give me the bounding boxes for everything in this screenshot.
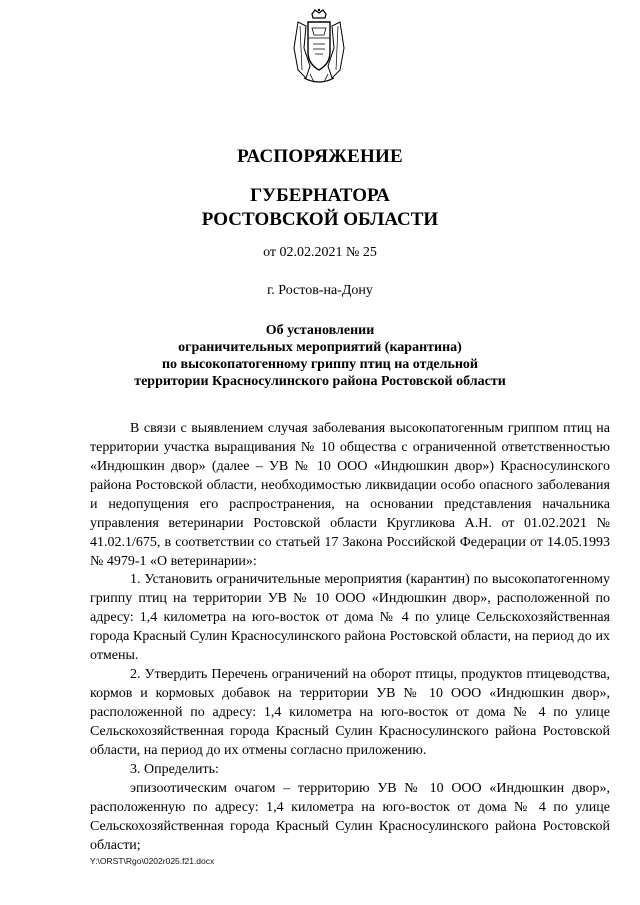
- issuer-title: [0, 184, 640, 232]
- subject-line: по высокопатогенному гриппу птиц на отдельной: [161, 357, 479, 372]
- document-date: от 02.02.2021 № 25: [263, 245, 377, 260]
- subject-line: территории Красносулинского района Ростовской области: [134, 374, 506, 389]
- document-city: г. Ростов-на-Дону: [267, 283, 373, 298]
- clauses: [90, 570, 610, 855]
- document-subject: [60, 322, 580, 390]
- clause-3-definition: эпизоотическим очагом – территорию УВ № 10 ООО «Индюшкин двор», расположенную по адресу: 1,4 километра на юго-восток от дома № 4 по улице Сельскохозяйственная города Красный Сулин Красносулинского района Ростовской области;: [90, 781, 610, 853]
- file-path-footer: Y:\ORST\Rgo\0202r025.f21.docx: [90, 856, 215, 866]
- coat-of-arms-icon: [292, 8, 346, 86]
- issuer-line-2: РОСТОВСКОЙ ОБЛАСТИ: [201, 209, 439, 230]
- clause-3: 3. Определить:: [130, 762, 219, 777]
- preamble-paragraph: В связи с выявлением случая заболевания высокопатогенным гриппом птиц на территории участка выращивания № 10 общества с ограниченной ответственностью «Индюшкин двор» (далее – УВ № 10 ООО «Индюшкин двор») Красносулинского района Ростовской области, необходимостью ликвидации особо опасного заболевания и недопущения его распространения, на основании представления начальника управления ветеринарии Ростовской области Кругликова А.Н. от 01.02.2021 № 41.02.1/675, в соответствии со статьей 17 Закона Российской Федерации от 14.05.1993 № 4979-1 «О ветеринарии»:: [90, 421, 610, 569]
- issuer-line-1: ГУБЕРНАТОРА: [250, 185, 390, 206]
- subject-line: Об установлении: [265, 323, 375, 338]
- document-type-title: РАСПОРЯЖЕНИЕ: [237, 146, 403, 167]
- preamble: [90, 419, 610, 571]
- clause-2: 2. Утвердить Перечень ограничений на оборот птицы, продуктов птицеводства, кормов и кормовых добавок на территории УВ № 10 ООО «Индюшкин двор», расположенной по адресу: 1,4 километра на юго-восток от дома № 4 по улице Сельскохозяйственная города Красный Сулин Красносулинского района Ростовской области, на период до их отмены согласно приложению.: [90, 667, 610, 758]
- clause-1: 1. Установить ограничительные мероприятия (карантин) по высокопатогенному гриппу птиц на территории УВ № 10 ООО «Индюшкин двор», расположенной по адресу: 1,4 километра на юго-восток от дома № 4 по улице Сельскохозяйственная города Красный Сулин Красносулинского района Ростовской области, на период до их отмены.: [90, 572, 610, 663]
- subject-line: ограничительных мероприятий (карантина): [178, 340, 462, 355]
